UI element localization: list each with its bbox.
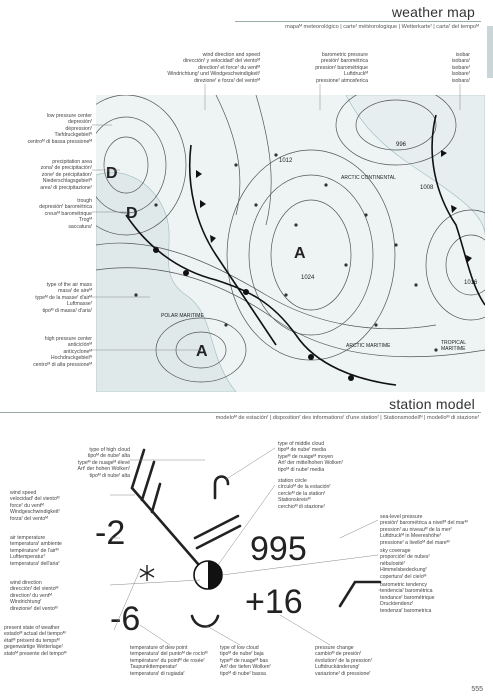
pressure-change-value: +16 <box>245 583 303 621</box>
high-pressure-label: high pressure center anticiclónᴹ anticycloneᴹ Hochdruckgebietᴺ centroᴹ di alta pressioneᴹ <box>33 336 92 368</box>
low-center-letter: D <box>106 165 118 182</box>
wind-speed-label: wind speed velocidadᶠ del vientoᴹ forceᶠ du ventᴹ Windgeschwindigkeitᶠ forzaᶠ del ventoᴹ <box>10 490 60 522</box>
high-center-letter-2: A <box>196 343 208 360</box>
middle-cloud-symbol <box>195 516 238 538</box>
air-temperature-label: air temperature temperaturaᶠ ambiente températureᶠ de l'airᴹ Lufttemperaturᶠ temperaturaᶠ dell'ariaᶠ <box>10 535 62 567</box>
air-mass-label: type of the air mass masaᶠ de aireᴹ typeᴹ de la masseᶠ d'airᴹ Luftmasseᶠ tipoᴹ di massaᶠ d'ariaᶠ <box>35 282 92 314</box>
station-model-title: station model <box>389 396 475 412</box>
isobar-1008-label: 1008 <box>420 185 434 191</box>
high-center-letter: A <box>294 245 306 262</box>
arctic-maritime-label: ARCTIC MARITIME <box>346 343 391 349</box>
wind-direction-label: wind direction and speed direcciónᶠ y velocidadᶠ del vientoᴹ directionᶠ et forceᶠ du ventᴹ Windrichtungᶠ und Windgeschwindigkeitᶠ direzioneᶠ e forzaᶠ del ventoᴹ <box>167 52 260 84</box>
dew-point-value: -6 <box>110 600 141 638</box>
weather-map-subtitle: mapaᴹ meteorológico | carteᶠ météorologique | Wetterkarteᶠ | cartaᶠ del tempoᴹ <box>285 24 479 30</box>
wind-barb-3 <box>152 484 160 512</box>
precipitation-area-label: precipitation area zonaᶠ de precipitaciónᶠ zoneᶠ de précipitationᶠ Niederschlagsgebietᴺ areaᶠ di precipitazioneᶠ <box>40 159 92 191</box>
barometric-pressure-label: barometric pressure presiónᶠ barométrica pressionᶠ barométrique Luftdruckᴹ pressioneᶠ atmosferica <box>315 52 368 84</box>
isobar-label: isobar isobaraᶠ isobareᶠ Isobareᶠ isobaraᶠ <box>451 52 470 84</box>
arctic-continental-label: ARCTIC CONTINENTAL <box>341 175 396 181</box>
low-center-letter-2: D <box>126 205 138 222</box>
isobar-1012-label: 1012 <box>279 158 293 164</box>
isobar-996-label: 996 <box>396 142 407 148</box>
wind-barb-2 <box>142 462 154 500</box>
pressure-change-label: pressure change cambioᴹ de presiónᶠ évolutionᶠ de la pressionᶠ Luftdruckänderungᶠ variazioneᶠ di pressioneᶠ <box>315 645 372 677</box>
high-cloud-label: type of high cloud tipoᴹ de nubeᶠ alta typeᴹ de nuageᴹ élevé Artᶠ der hohen Wolkenᶠ tipoᴹ di nubeᶠ alta <box>77 447 130 479</box>
middle-cloud-label: type of middle cloud tipoᴹ de nubeᶠ media typeᴹ de nuageᴹ moyen Artᶠ der mittelhohen Wolkenᶠ tipoᴹ di nubeᶠ media <box>278 441 343 473</box>
isobar-1016-label: 1016 <box>464 280 478 286</box>
isobar-1024-label: 1024 <box>301 275 315 281</box>
wind-barb-1 <box>132 450 144 488</box>
trough-label: trough depresiónᶠ barométrica creuxᴹ barométrique Trogᴹ saccaturaᶠ <box>39 198 92 230</box>
station-title-rule <box>0 412 481 413</box>
sky-coverage-fill <box>208 561 222 589</box>
sea-level-pressure-value: 995 <box>250 530 307 568</box>
weather-map-title: weather map <box>391 4 475 20</box>
low-cloud-label: type of low cloud tipoᴹ de nubeᶠ baja typeᴹ de nuageᴹ bas Artᶠ der tiefen Wolkenᶠ tipoᴹ di nubeᶠ bassa <box>220 645 271 677</box>
station-model-symbols <box>0 420 493 699</box>
page-number: 555 <box>471 686 483 693</box>
air-temperature-value: -2 <box>95 514 126 552</box>
low-pressure-label: low pressure center depresiónᶠ dépressionᶠ Tiefdruckgebietᴺ centroᴹ di bassa pressioneᴹ <box>27 113 92 145</box>
present-weather-label: present state of weather estadoᴹ actual del tiempoᴹ étatᴹ présent du tempsᴹ gegenwärtige Wetterlageᶠ statoᴹ presente del tempoᴹ <box>4 625 67 657</box>
sea-level-pressure-label: sea-level pressure presiónᶠ barométrica a nivelᴹ del marᴹ pressionᶠ au niveauᴹ de la merᶠ Luftdruckᴹ in Meereshöheᶠ pressioneᶠ a livelloᴹ del mareᴹ <box>380 514 468 546</box>
tropical-maritime-label: TROPICAL MARITIME <box>441 340 466 352</box>
barometric-tendency-symbol <box>340 582 380 606</box>
barometric-tendency-label: barometric tendency tendenciaᶠ barométrica tendanceᶠ barométrique Drucktendenzᶠ tendenzaᶠ barometrica <box>380 582 435 614</box>
sky-coverage-label: sky coverage proporciónᶠ de nubesᶠ nébulositéᶠ Himmelsbedeckungᶠ coperturaᶠ del cieloᴹ <box>380 548 430 580</box>
high-cloud-symbol <box>215 477 228 499</box>
wind-direction-station-label: wind direction direcciónᶠ del vientoᴹ directionᶠ du ventᴹ Windrichtungᶠ direzioneᶠ del ventoᴹ <box>10 580 59 612</box>
station-model-subtitle: modeloᴹ de estaciónᶠ | dispositionᶠ des informationsᶠ d'une stationᶠ | Stationsmodellᴺ | modelloᴹ di stazioneᶠ <box>215 415 479 421</box>
present-weather-symbol <box>140 565 154 581</box>
low-cloud-symbol <box>192 616 218 627</box>
station-circle-label: station circle círculoᴹ de la estaciónᶠ cercleᴹ de la stationᶠ Stationskreisᴹ cerchioᴹ di stazioneᶠ <box>278 478 331 510</box>
dew-point-label: temperature of dew point temperaturaᶠ del puntoᴹ de rocíoᴹ températureᶠ du pointᴹ de roséeᶠ Taupunkttemperaturᶠ temperaturaᶠ di rugiadaᶠ <box>130 645 208 677</box>
polar-maritime-label: POLAR MARITIME <box>161 313 204 319</box>
